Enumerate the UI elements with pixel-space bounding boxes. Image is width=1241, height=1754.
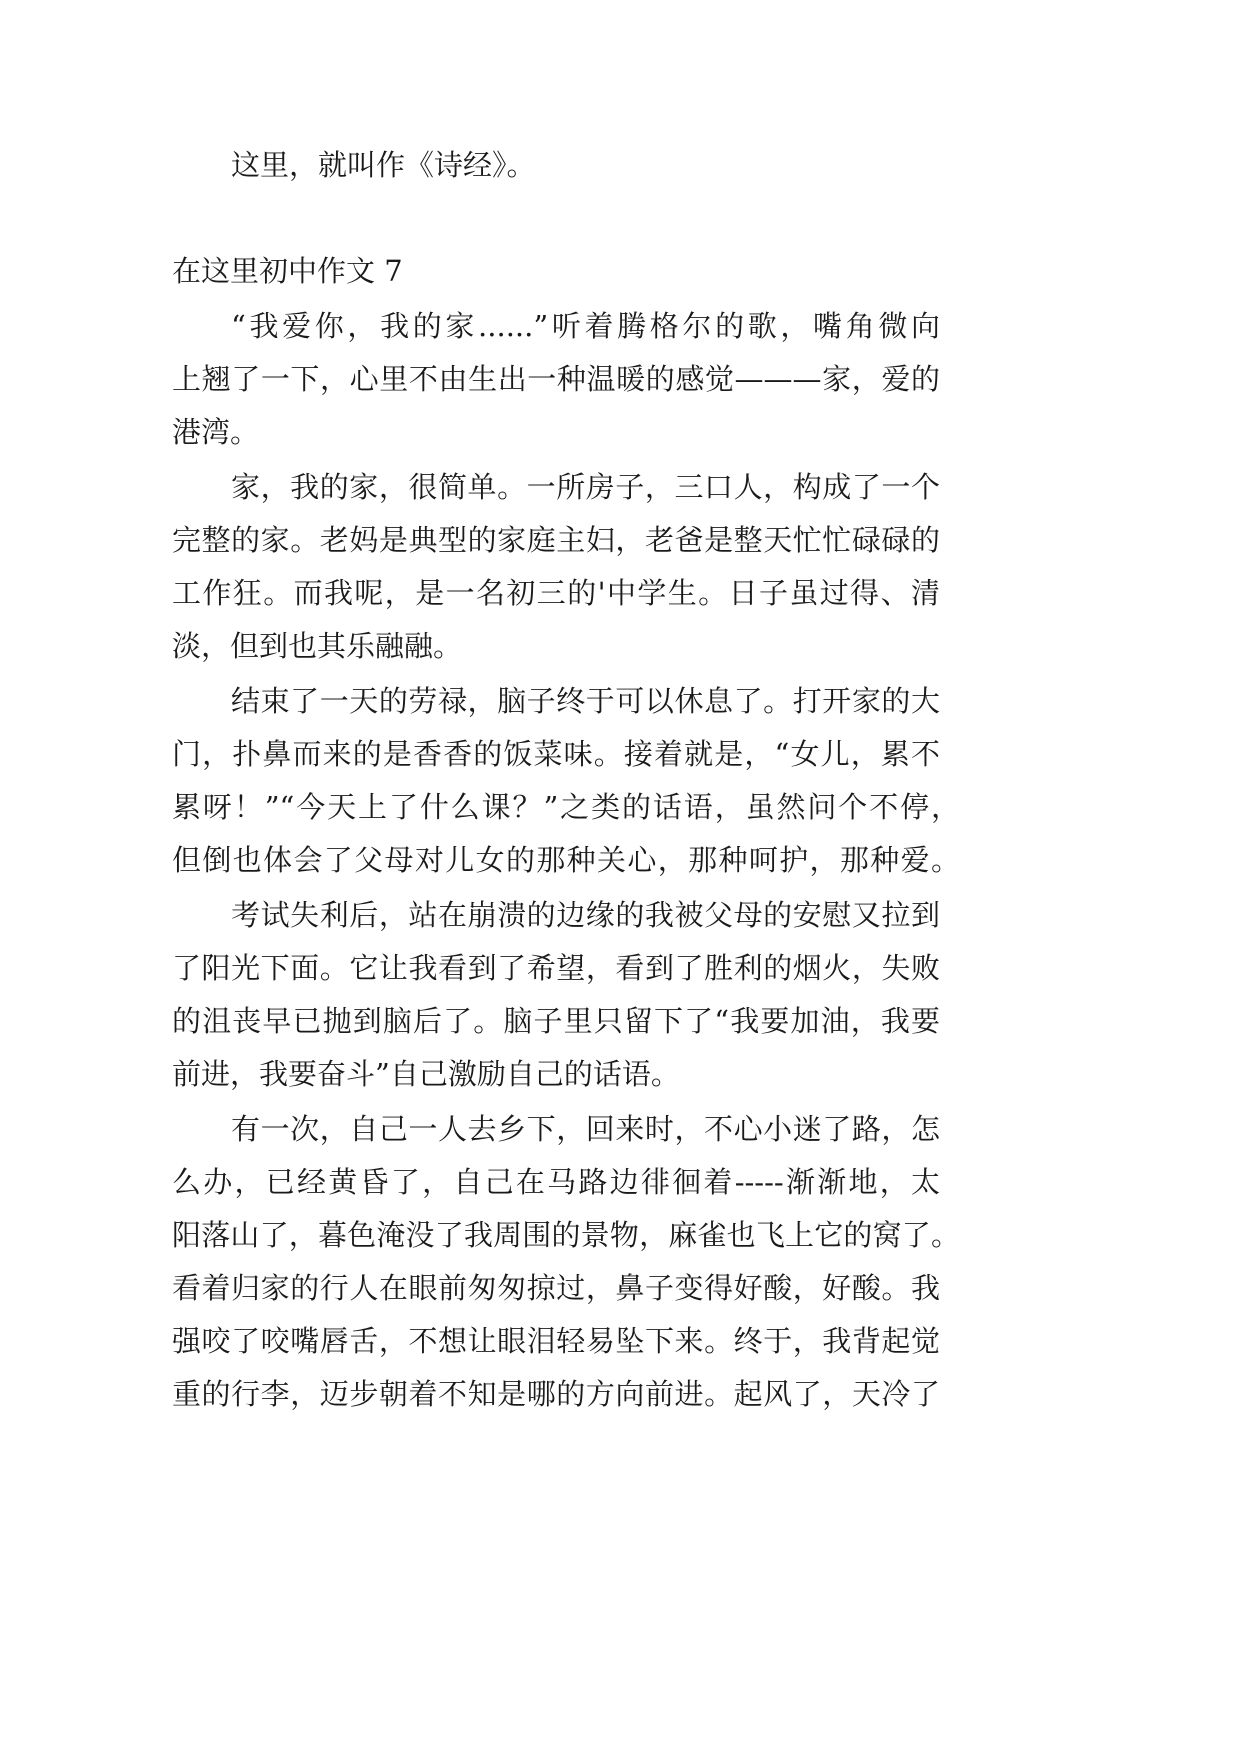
paragraph-line: 重的行李，迈步朝着不知是哪的方向前进。起风了，天冷了 [172, 1377, 940, 1411]
paragraph-line: 淡，但到也其乐融融。 [172, 629, 463, 663]
paragraph-line: “我爱你，我的家......”听着腾格尔的歌，嘴角微向 [231, 309, 940, 343]
paragraph-line: 门，扑鼻而来的是香香的饭菜味。接着就是，“女儿，累不 [172, 737, 940, 771]
paragraph-4 [172, 889, 972, 1101]
paragraph-line: 家，我的家，很简单。一所房子，三口人，构成了一个 [231, 470, 940, 504]
paragraph-line: 么办，已经黄昏了，自己在马路边徘徊着-----渐渐地，太 [172, 1165, 940, 1199]
paragraph-line: 但倒也体会了父母对儿女的那种关心，那种呵护，那种爱。 [172, 843, 960, 877]
paragraph-line: 港湾。 [172, 415, 260, 449]
paragraph-line: 了阳光下面。它让我看到了希望，看到了胜利的烟火，失败 [172, 951, 940, 985]
document-page [172, 139, 972, 1421]
paragraph-2 [172, 461, 972, 673]
paragraph-line: 强咬了咬嘴唇舌，不想让眼泪轻易坠下来。终于，我背起觉 [172, 1324, 940, 1358]
paragraph-line: 前进，我要奋斗”自己激励自己的话语。 [172, 1057, 680, 1091]
blank-line [172, 192, 972, 245]
essay-heading: 在这里初中作文 7 [172, 254, 403, 288]
intro-line: 这里，就叫作《诗经》。 [231, 148, 536, 182]
paragraph-line: 结束了一天的劳禄，脑子终于可以休息了。打开家的大 [231, 684, 940, 718]
paragraph-1 [172, 300, 972, 459]
paragraph-5 [172, 1103, 972, 1421]
paragraph-line: 工作狂。而我呢，是一名初三的'中学生。日子虽过得、清 [172, 576, 940, 610]
paragraph-line: 的沮丧早已抛到脑后了。脑子里只留下了“我要加油，我要 [172, 1004, 940, 1038]
paragraph-line: 累呀！”“今天上了什么课？”之类的话语，虽然问个不停， [172, 790, 960, 824]
paragraph-line: 看着归家的行人在眼前匆匆掠过，鼻子变得好酸，好酸。我 [172, 1271, 940, 1305]
paragraph-line: 阳落山了，暮色淹没了我周围的景物，麻雀也飞上它的窝了。 [172, 1218, 960, 1252]
paragraph-line: 考试失利后，站在崩溃的边缘的我被父母的安慰又拉到 [231, 898, 940, 932]
paragraph-line: 有一次，自己一人去乡下，回来时，不心小迷了路，怎 [231, 1112, 940, 1146]
paragraph-3 [172, 675, 972, 887]
paragraph-line: 完整的家。老妈是典型的家庭主妇，老爸是整天忙忙碌碌的 [172, 523, 940, 557]
paragraph-line: 上翘了一下，心里不由生出一种温暖的感觉———家，爱的 [172, 362, 940, 396]
